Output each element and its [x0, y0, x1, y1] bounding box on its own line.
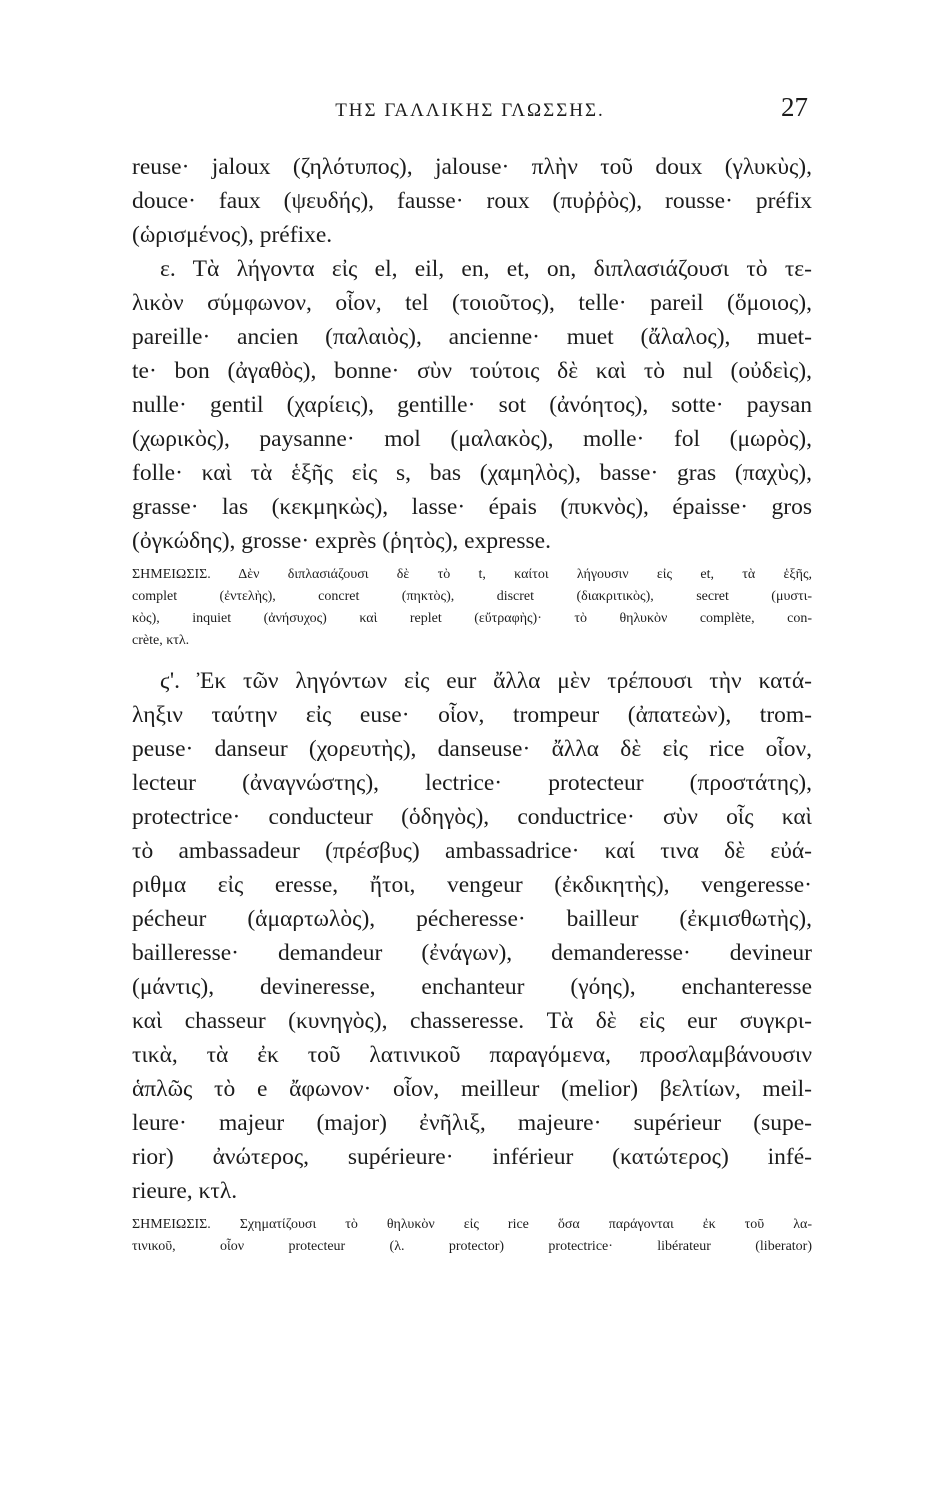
page-header — [132, 92, 808, 132]
note-2 — [132, 1214, 812, 1258]
text-line: rior) ἀνώτερος, supérieure· inférieur (κατώτερος) infé- — [132, 1144, 812, 1170]
text-line: ληξιν ταύτην εἰς euse· οἷον, trompeur (ἀπατεὼν), trom- — [132, 702, 812, 728]
text-line: τικὰ, τὰ ἐκ τοῦ λατινικοῦ παραγόμενα, προσλαμβάνουσιν — [132, 1042, 812, 1068]
note-line: complet (ἐντελὴς), concret (πηκτὸς), discret (διακριτικὸς), secret (μυστι- — [132, 589, 812, 604]
text-line: lecteur (ἀναγνώστης), lectrice· protecteur (προστάτης), — [132, 770, 812, 796]
text-line: leure· majeur (major) ἐνῆλιξ, majeure· supérieur (supe- — [132, 1110, 812, 1136]
text-line: protectrice· conducteur (ὁδηγὸς), conductrice· σὺν οἷς καὶ — [132, 804, 812, 830]
section-e — [132, 150, 812, 558]
text-line: te· bon (ἀγαθὸς), bonne· σὺν τούτοις δὲ καὶ τὸ nul (οὐδεὶς), — [132, 358, 812, 384]
text-line: ἁπλῶς τὸ e ἄφωνον· οἷον, meilleur (melior) βελτίων, meil- — [132, 1076, 812, 1102]
note-1 — [132, 564, 812, 652]
text-line: peuse· danseur (χορευτὴς), danseuse· ἄλλα δὲ εἰς rice οἷον, — [132, 736, 812, 762]
text-line: ϛ'. Ἐκ τῶν ληγόντων εἰς eur ἄλλα μὲν τρέπουσι τὴν κατά- — [160, 668, 812, 694]
text-line: bailleresse· demandeur (ἐνάγων), demanderesse· devineur — [132, 940, 812, 966]
note-line: κὸς), inquiet (ἀνήσυχος) καὶ replet (εὔτραφὴς)· τὸ θηλυκὸν complète, con- — [132, 611, 812, 626]
text-line: pareille· ancien (παλαιὸς), ancienne· muet (ἄλαλος), muet- — [132, 324, 812, 350]
body-text — [132, 150, 812, 1258]
text-line: pécheur (ἁμαρτωλὸς), pécheresse· bailleur (ἐκμισθωτὴς), — [132, 906, 812, 932]
note-line: crète, κτλ. — [132, 633, 190, 648]
text-line: (ὀγκώδης), grosse· exprès (ῥητὸς), expresse. — [132, 528, 551, 554]
note-line: τινικοῦ, οἷον protecteur (λ. protector) protectrice· libérateur (liberator) — [132, 1239, 812, 1254]
text-line: ριθμα εἰς eresse, ἤτοι, vengeur (ἐκδικητὴς), vengeresse· — [132, 872, 812, 898]
text-line: nulle· gentil (χαρίεις), gentille· sot (ἀνόητος), sotte· paysan — [132, 392, 812, 418]
text-line: douce· faux (ψευδής), fausse· roux (πυῤῥὸς), rousse· préfix — [132, 188, 812, 214]
text-line: folle· καὶ τὰ ἑξῆς εἰς s, bas (χαμηλὸς), basse· gras (παχὺς), — [132, 460, 812, 486]
text-line: (χωρικὸς), paysanne· mol (μαλακὸς), molle· fol (μωρὸς), — [132, 426, 812, 452]
text-line: rieure, κτλ. — [132, 1178, 238, 1204]
text-line: grasse· las (κεκμηκὼς), lasse· épais (πυκνὸς), épaisse· gros — [132, 494, 812, 520]
text-line: λικὸν σύμφωνον, οἷον, tel (τοιοῦτος), telle· pareil (ὅμοιος), — [132, 290, 812, 316]
running-title: ΤΗΣ ΓΑΛΛΙΚΗΣ ΓΛΩΣΣΗΣ. — [335, 100, 605, 121]
note-line: ΣΗΜΕΙΩΣΙΣ. Σχηματίζουσι τὸ θηλυκὸν εἰς rice ὅσα παράγονται ἐκ τοῦ λα- — [132, 1217, 812, 1232]
text-line: (μάντις), devineresse, enchanteur (γόης), enchanteresse — [132, 974, 812, 1000]
text-line: (ὡρισμένος), préfixe. — [132, 222, 333, 248]
text-line: καὶ chasseur (κυνηγὸς), chasseresse. Τὰ δὲ εἰς eur συγκρι- — [132, 1008, 812, 1034]
text-line: reuse· jaloux (ζηλότυπος), jalouse· πλὴν τοῦ doux (γλυκὺς), — [132, 154, 812, 180]
section-st — [132, 664, 812, 1208]
text-line: τὸ ambassadeur (πρέσβυς) ambassadrice· καί τινα δὲ εὐά- — [132, 838, 812, 864]
page-number: 27 — [781, 92, 808, 122]
text-line: ε. Τὰ λήγοντα εἰς el, eil, en, et, on, διπλασιάζουσι τὸ τε- — [160, 256, 812, 282]
note-line: ΣΗΜΕΙΩΣΙΣ. Δὲν διπλασιάζουσι δὲ τὸ t, καίτοι λήγουσιν εἰς et, τὰ ἑξῆς, — [132, 567, 812, 582]
